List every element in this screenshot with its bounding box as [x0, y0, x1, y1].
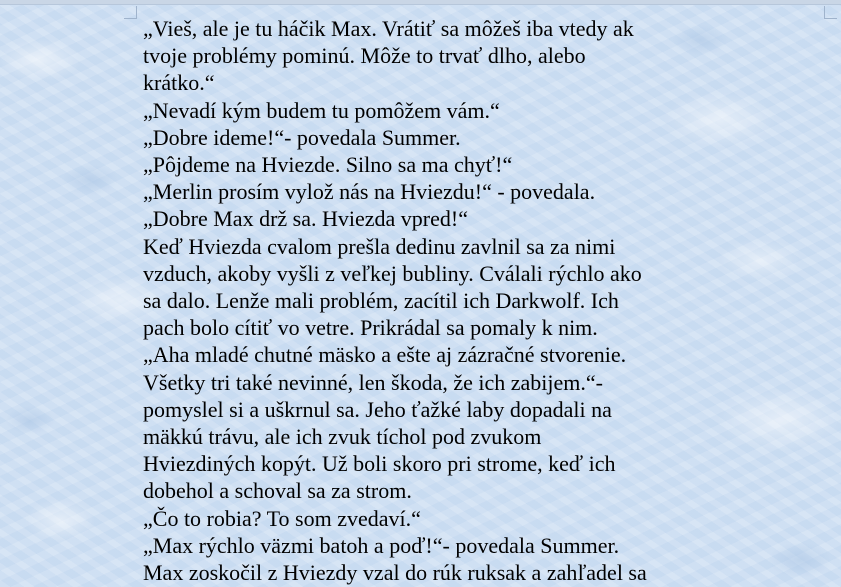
- text-line: „Dobre Max drž sa. Hviezda vpred!“: [143, 206, 468, 232]
- text-line: „Aha mladé chutné mäsko a ešte aj zázračné stvorenie.: [143, 342, 627, 368]
- text-line: mäkkú trávu, ale ich zvuk tíchol pod zvukom: [143, 424, 542, 450]
- text-line: „Vieš, ale je tu háčik Max. Vrátiť sa môžeš iba vtedy ak: [143, 16, 634, 41]
- text-line: Max zoskočil z Hviezdy vzal do rúk ruksak a zahľadel sa: [143, 560, 647, 586]
- text-line: „Dobre ideme!“- povedala Summer.: [143, 124, 461, 150]
- document-body: [143, 15, 703, 586]
- text-line: Keď Hviezda cvalom prešla dedinu zavlnil sa za nimi: [143, 233, 616, 259]
- text-line: Všetky tri také nevinné, len škoda, že ich zabijem.“-: [143, 369, 603, 395]
- text-line: „Pôjdeme na Hviezde. Silno sa ma chyť!“: [143, 152, 513, 178]
- text-line: pomyslel si a uškrnul sa. Jeho ťažké laby dopadali na: [143, 396, 612, 422]
- text-line: sa dalo. Lenže mali problém, zacítil ich Darkwolf. Ich: [143, 288, 619, 314]
- text-boundary-mark-left: [124, 6, 137, 19]
- text-line: Hviezdiných kopýt. Už boli skoro pri strome, keď ich: [143, 451, 616, 477]
- text-boundary-mark-right: [824, 6, 837, 19]
- text-line: vzduch, akoby vyšli z veľkej bubliny. Cválali rýchlo ako: [143, 260, 642, 286]
- text-line: dobehol a schoval sa za strom.: [143, 478, 412, 504]
- page-top-border: [0, 0, 841, 5]
- text-line: pach bolo cítiť vo vetre. Prikrádal sa pomaly k nim.: [143, 315, 598, 341]
- text-line: tvoje problémy pominú. Môže to trvať dlho, alebo: [143, 43, 586, 69]
- text-line: krátko.“: [143, 70, 215, 96]
- text-line: „Max rýchlo väzmi batoh a poď!“- povedala Summer.: [143, 532, 620, 558]
- text-line: „Nevadí kým budem tu pomôžem vám.“: [143, 97, 500, 123]
- text-line: „Čo to robia? To som zvedaví.“: [143, 505, 421, 531]
- text-line: „Merlin prosím vylož nás na Hviezdu!“ - povedala.: [143, 179, 596, 205]
